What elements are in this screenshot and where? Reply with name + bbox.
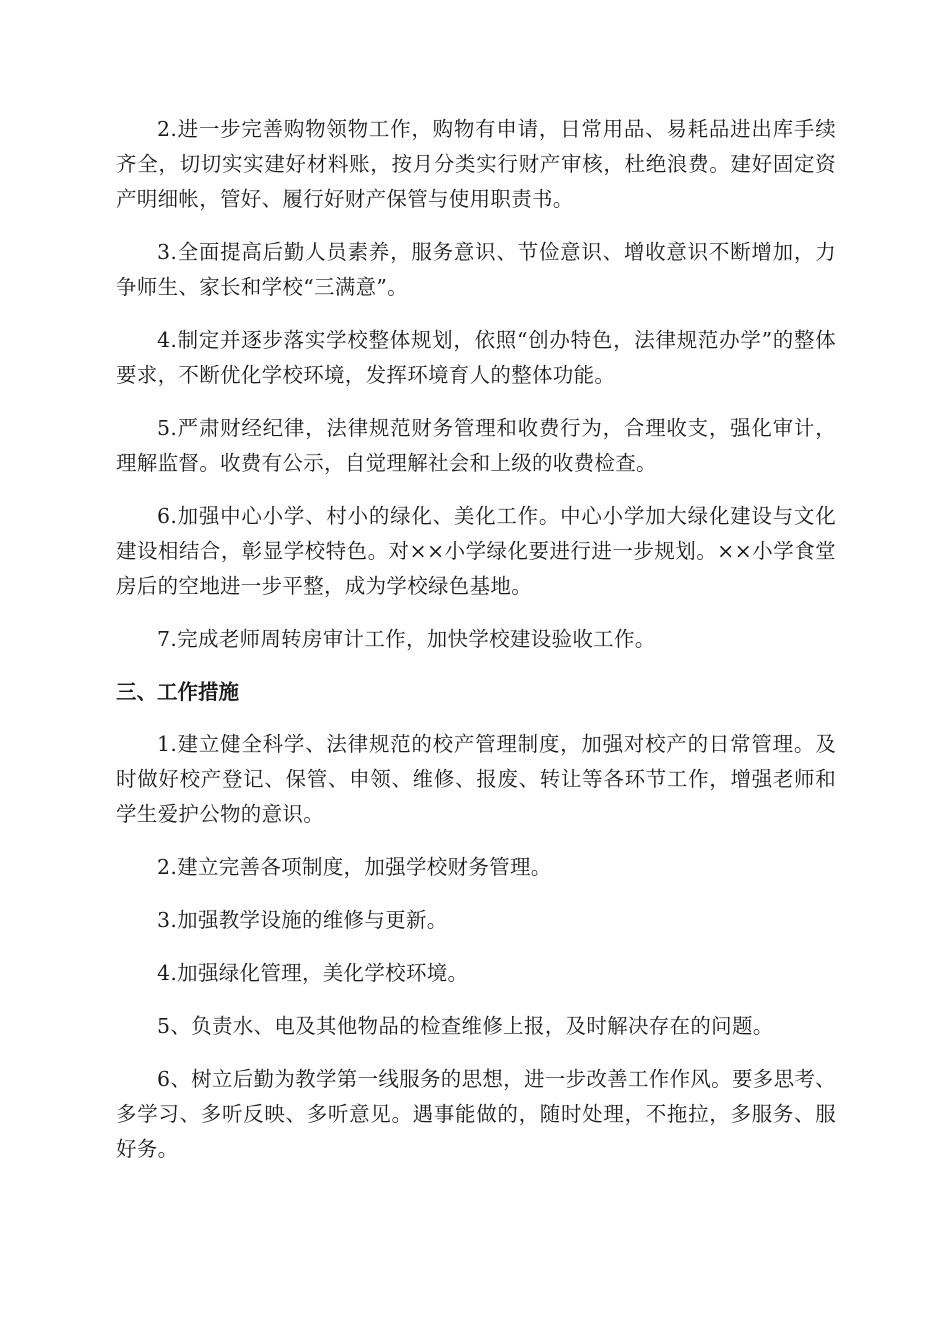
paragraph-measure-3: 3.加强教学设施的维修与更新。 <box>157 908 448 932</box>
paragraph-goal-3: 3.全面提高后勤人员素养，服务意识、节俭意识、增收意识不断增加，力争师生、家长和学校“三满意”。 <box>116 240 836 299</box>
paragraph-goal-2: 2.进一步完善购物领物工作，购物有申请，日常用品、易耗品进出库手续齐全，切切实实建好材料账，按月分类实行财产审核，杜绝浪费。建好固定资产明细帐，管好、履行好财产保管与使用职责书。 <box>116 117 836 211</box>
paragraph-goal-6: 6.加强中心小学、村小的绿化、美化工作。中心小学加大绿化建设与文化建设相结合，彰显学校特色。对××小学绿化要进行进一步规划。××小学食堂房后的空地进一步平整，成为学校绿色基地。 <box>116 504 836 598</box>
paragraph-goal-5: 5.严肃财经纪律，法律规范财务管理和收费行为，合理收支，强化审计，理解监督。收费有公示，自觉理解社会和上级的收费检查。 <box>116 416 836 475</box>
paragraph-measure-5: 5、负责水、电及其他物品的检查维修上报，及时解决存在的问题。 <box>157 1014 774 1038</box>
paragraph-measure-2: 2.建立完善各项制度，加强学校财务管理。 <box>157 855 552 879</box>
document-page <box>116 112 836 1185</box>
paragraph-goal-4: 4.制定并逐步落实学校整体规划，依照“创办特色，法律规范办学”的整体要求，不断优化学校环境，发挥环境育人的整体功能。 <box>116 328 836 387</box>
section-heading: 三、工作措施 <box>116 680 239 704</box>
paragraph-measure-6: 6、树立后勤为教学第一线服务的思想，进一步改善工作作风。要多思考、多学习、多听反映、多听意见。遇事能做的，随时处理，不拖拉，多服务、服好务。 <box>116 1067 836 1161</box>
paragraph-measure-1: 1.建立健全科学、法律规范的校产管理制度，加强对校产的日常管理。及时做好校产登记、保管、申领、维修、报废、转让等各环节工作，增强老师和学生爱护公物的意识。 <box>116 732 836 826</box>
paragraph-measure-4: 4.加强绿化管理，美化学校环境。 <box>157 961 469 985</box>
paragraph-goal-7: 7.完成老师周转房审计工作，加快学校建设验收工作。 <box>157 627 656 651</box>
